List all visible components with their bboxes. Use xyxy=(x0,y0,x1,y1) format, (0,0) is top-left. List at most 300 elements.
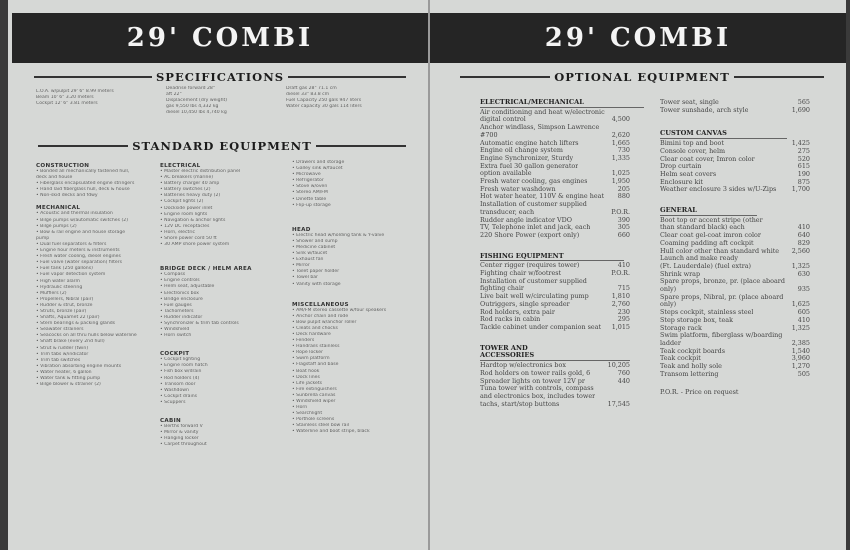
option-price: 605 xyxy=(797,308,810,317)
option-row xyxy=(660,317,810,325)
option-label: Helm seat covers xyxy=(660,170,717,178)
option-row xyxy=(480,124,630,132)
option-label: fighting chair xyxy=(480,285,524,293)
option-row xyxy=(480,370,630,378)
option-row xyxy=(660,186,810,194)
option-label: Spare props, Nibral, pr. (place aboard xyxy=(660,293,784,301)
option-label: Extra fuel 30 gallon generator xyxy=(480,162,579,170)
list-item: • Deck hardware xyxy=(292,331,331,337)
option-row xyxy=(660,140,810,148)
list-item: Deadrise forward 28° xyxy=(166,86,216,91)
list-item: • Windshield wiper xyxy=(292,399,336,404)
option-row xyxy=(480,401,630,409)
list-item: • Porthole screens xyxy=(292,417,335,423)
option-label: Anchor windlass, Simpson Lawrence xyxy=(480,124,600,132)
option-price: 205 xyxy=(617,184,630,193)
option-row xyxy=(480,116,630,124)
left-page xyxy=(8,0,428,550)
list-item: • Swim platform xyxy=(292,356,330,362)
option-price: 660 xyxy=(617,230,630,239)
option-label: option available xyxy=(480,170,532,178)
list-item: deck and house xyxy=(36,175,73,181)
list-item: • Helm seat, adjustable xyxy=(160,284,215,290)
list-item: • AC breakers (marine) xyxy=(160,175,214,181)
general-title: GENERAL xyxy=(660,207,757,216)
option-label: Steps cockpit, stainless steel xyxy=(660,309,754,317)
option-row xyxy=(660,363,810,371)
list-item: • Synchronizer & trim tab controls xyxy=(160,320,239,326)
rule-left xyxy=(460,76,550,78)
option-price: 410 xyxy=(797,315,810,324)
option-label: Storage rack xyxy=(660,324,702,332)
list-item: • Carpet throughout xyxy=(160,442,207,448)
option-row xyxy=(480,155,630,163)
option-price: 760 xyxy=(617,368,630,377)
cockpit-list xyxy=(160,357,285,406)
option-row xyxy=(660,99,810,107)
spacer xyxy=(480,332,630,345)
list-item: • Bow & rail engine and house storage xyxy=(36,229,126,235)
std-col-2 xyxy=(160,160,285,448)
spec-col-2 xyxy=(166,86,276,116)
option-label: Bimini top and boot xyxy=(660,140,724,148)
option-label: Tower sunshade, arch style xyxy=(660,106,749,114)
option-label: Hull color other than standard white xyxy=(660,247,780,255)
option-label: Live bait well w/circulating pump xyxy=(480,293,589,301)
list-item: • Windshield xyxy=(160,327,190,333)
spacer xyxy=(660,114,810,130)
std-col-1 xyxy=(36,160,154,388)
option-label: than standard black) each xyxy=(660,224,745,232)
list-item: • Horn switch xyxy=(160,333,192,339)
option-row xyxy=(480,186,630,194)
list-item: • Hand laid fiberglass hull, deck & house xyxy=(36,187,130,193)
electrical-title: ELECTRICAL xyxy=(160,163,201,169)
option-label: Clear coat cover, Imron color xyxy=(660,155,755,163)
list-item: • Strut & rudder (twin) xyxy=(36,345,89,351)
list-item: • 12V DC receptacles xyxy=(160,223,210,229)
option-price: 935 xyxy=(797,285,810,294)
list-item: • Fuel valve (water separation) filters xyxy=(36,260,122,266)
list-item: • Shower and sump xyxy=(292,238,338,244)
list-item: • Dock lines xyxy=(292,374,320,380)
option-row xyxy=(480,170,630,178)
custom-canvas-title: CUSTOM CANVAS xyxy=(660,130,787,139)
list-item: • Flip-up storage xyxy=(292,202,331,208)
head-title: HEAD xyxy=(292,226,311,233)
tower-accessories-title: TOWER AND ACCESSORIES xyxy=(480,345,630,361)
list-item: • Bilge blower & strainer (2) xyxy=(36,382,101,388)
list-item: • Fresh water cooling, diesel engines xyxy=(36,254,121,260)
option-price: 2,620 xyxy=(611,130,630,139)
list-item: • Mirror xyxy=(292,263,310,269)
rule-right xyxy=(316,145,406,147)
option-row xyxy=(480,201,630,209)
option-label: Outriggers, single spreader xyxy=(480,300,570,308)
option-label: only) xyxy=(660,301,677,309)
list-item: • Bow pulpit w/anchor roller xyxy=(292,319,357,325)
option-row xyxy=(660,371,810,379)
list-item: • Horn xyxy=(292,405,308,411)
option-price: 1,810 xyxy=(611,292,630,301)
rule-right xyxy=(734,76,824,78)
list-item: • Galley sink w/faucet xyxy=(292,166,343,172)
option-label: Tackle cabinet under companion seat xyxy=(480,323,602,331)
option-row xyxy=(660,355,810,363)
option-row xyxy=(480,140,630,148)
option-price: 190 xyxy=(797,169,810,178)
option-row xyxy=(660,217,810,225)
option-price: 390 xyxy=(617,215,630,224)
mechanical-title: MECHANICAL xyxy=(36,205,81,212)
misc-title: MISCELLANEOUS xyxy=(292,301,349,308)
list-item: • Towel bar xyxy=(292,275,318,281)
list-item: • Toilet paper holder xyxy=(292,269,340,275)
list-item: • Engine hour meters & instruments xyxy=(36,248,120,254)
option-row xyxy=(660,294,810,302)
option-row xyxy=(660,171,810,179)
list-item: • Bridge enclosure xyxy=(160,296,203,302)
spec-col-3 xyxy=(286,86,411,110)
option-label: and electronics box, includes tower xyxy=(480,392,596,400)
option-price: 1,690 xyxy=(791,105,810,114)
option-row xyxy=(480,109,630,117)
list-item: • Vanity with storage xyxy=(292,281,341,287)
option-label: Coaming padding aft cockpit xyxy=(660,239,754,247)
option-row xyxy=(660,286,810,294)
optional-col-right xyxy=(660,99,810,396)
option-label: Teak cockpit boards xyxy=(660,347,726,355)
option-price: 505 xyxy=(797,369,810,378)
standard-equipment-title: STANDARD EQUIPMENT xyxy=(132,139,312,153)
construction-list xyxy=(36,169,154,199)
standard-equipment-heading xyxy=(38,139,406,153)
spacer xyxy=(480,240,630,253)
option-row xyxy=(480,293,630,301)
option-row xyxy=(660,224,810,232)
list-item: • Trim tabs w/indicator xyxy=(36,351,89,357)
specifications-heading xyxy=(34,70,406,84)
option-price: 880 xyxy=(617,192,630,201)
list-item: • Navigation & anchor lights xyxy=(160,217,226,223)
option-label: Rudder angle indicator VDO xyxy=(480,216,573,224)
option-row xyxy=(660,332,810,340)
option-price: 829 xyxy=(797,238,810,247)
option-price: 1,700 xyxy=(791,185,810,194)
option-row xyxy=(480,217,630,225)
list-item: pump xyxy=(36,235,50,241)
list-item: • Microwave xyxy=(292,172,321,178)
cabin-title: CABIN xyxy=(160,418,181,424)
option-price: 615 xyxy=(797,162,810,171)
list-item: • Water heater, 6 gallon xyxy=(36,369,92,375)
custom-canvas-rows xyxy=(660,140,810,194)
list-item: • Sink w/faucet xyxy=(292,251,328,257)
list-item: • Searchlight xyxy=(292,411,323,417)
option-label: only) xyxy=(660,286,677,294)
option-label: Automatic engine hatch lifters xyxy=(480,139,579,147)
list-item: • Fenders xyxy=(292,338,315,344)
option-price: 1,335 xyxy=(611,153,630,162)
por-note: P.O.R. - Price on request xyxy=(660,387,739,396)
option-label: Fresh water cooling, gas engines xyxy=(480,178,588,186)
option-row xyxy=(660,163,810,171)
list-item: • Bilge pumps (2) xyxy=(36,223,77,229)
option-row xyxy=(480,178,630,186)
option-price: 1,025 xyxy=(611,169,630,178)
option-row xyxy=(660,156,810,164)
option-label: Center rigger (requires tower) xyxy=(480,262,580,270)
list-item: • Washdown xyxy=(160,387,189,393)
option-price: 305 xyxy=(617,223,630,232)
option-label: Transom lettering xyxy=(660,370,719,378)
list-item: • Fiberglass encapsulated engine stringers xyxy=(36,181,135,187)
option-row xyxy=(480,301,630,309)
option-label: digital control xyxy=(480,116,526,124)
list-item: • Seawater strainers xyxy=(36,327,84,333)
mechanical-list xyxy=(36,211,154,388)
specifications-title: SPECIFICATIONS xyxy=(156,70,285,84)
option-price: 3,960 xyxy=(791,354,810,363)
option-row xyxy=(660,107,810,115)
list-item: • Seacocks on all thru hulls below waterline xyxy=(36,333,137,339)
option-row xyxy=(480,163,630,171)
list-item: diesel 10,450 lbs 4,740 kg xyxy=(166,110,227,116)
option-label: Console cover, helm xyxy=(660,147,726,155)
option-label: Teak and holly sole xyxy=(660,363,722,371)
option-label: Boot top or accent stripe (other xyxy=(660,216,763,224)
list-item: • Engine room hatch xyxy=(160,363,208,369)
list-item: • Fuel tank (250 gallons) xyxy=(36,266,93,272)
option-label: tachs, start/stop buttons xyxy=(480,400,560,408)
option-row xyxy=(480,270,630,278)
list-item: Cockpit 12' 6" 3.81 meters xyxy=(36,101,98,107)
list-item: • Electronics box xyxy=(160,290,199,296)
option-label: Installation of customer supplied xyxy=(480,201,587,209)
spec-col-1 xyxy=(36,89,146,107)
electrical-mechanical-title: ELECTRICAL/MECHANICAL xyxy=(480,99,644,108)
list-item: • Tachometers xyxy=(160,308,194,314)
list-item: aft 22° xyxy=(166,92,182,98)
option-label: transducer, each xyxy=(480,208,535,216)
electrical-mechanical-rows xyxy=(480,109,630,240)
option-price: 630 xyxy=(797,269,810,278)
list-item: • Rudder indicator xyxy=(160,314,203,320)
spacer xyxy=(660,379,810,389)
list-item: diesel 33" 83.8 cm xyxy=(286,92,330,98)
option-price: 1,540 xyxy=(791,346,810,355)
option-row xyxy=(660,263,810,271)
optional-equipment-heading xyxy=(460,70,824,84)
list-item: Fuel Capacity 250 gals 947 liters xyxy=(286,98,362,104)
option-row xyxy=(660,240,810,248)
list-item: • Battery charger 40 amp xyxy=(160,181,220,187)
option-row xyxy=(660,179,810,187)
option-price: 410 xyxy=(617,261,630,270)
list-item: • AM/FM stereo cassette w/four speakers xyxy=(292,307,387,313)
cockpit-title: COCKPIT xyxy=(160,351,190,358)
list-item: • Batteries heavy duty (2) xyxy=(160,193,221,199)
optional-equipment-title: OPTIONAL EQUIPMENT xyxy=(554,70,730,84)
list-item: • Cockpit drains xyxy=(160,393,198,399)
list-item: • Handrails stainless xyxy=(292,344,340,350)
list-item: • Fuel gauges xyxy=(160,302,192,308)
list-item: • Mirror & vanity xyxy=(160,430,199,436)
list-item: • Cleats and chocks xyxy=(292,325,338,331)
option-price: 1,425 xyxy=(791,139,810,148)
option-row xyxy=(660,325,810,333)
list-item: • Struts, bronze (pair) xyxy=(36,308,87,314)
option-row xyxy=(660,255,810,263)
option-price: 1,325 xyxy=(791,323,810,332)
option-label: Hardtop w/electronics box xyxy=(480,362,566,370)
list-item: • Cockpit lights (2) xyxy=(160,199,204,205)
option-label: Enclosure kit xyxy=(660,178,703,186)
list-item: • Stove w/oven xyxy=(292,184,328,190)
list-item: • Dockside power inlet xyxy=(160,205,213,211)
option-price: 295 xyxy=(617,315,630,324)
construction-title: CONSTRUCTION xyxy=(36,163,90,169)
option-price: 275 xyxy=(797,146,810,155)
option-price: 1,325 xyxy=(791,261,810,270)
optional-col-left xyxy=(480,99,630,408)
list-item: • Shaft brake (every 2nd hull) xyxy=(36,339,105,345)
fishing-equipment-rows xyxy=(480,262,630,331)
list-item: • Fire extinguishers xyxy=(292,386,337,392)
option-row xyxy=(480,232,630,240)
option-row xyxy=(480,193,630,201)
option-price: 565 xyxy=(797,98,810,106)
list-item: • Master electric distribution panel xyxy=(160,169,241,174)
list-item: • Rope locker xyxy=(292,350,323,356)
list-item: • Acoustic and thermal insulation xyxy=(36,211,113,217)
option-row xyxy=(480,324,630,332)
option-label: Hot water heater, 110V & engine heat xyxy=(480,193,605,201)
list-item: • Drawers and storage xyxy=(292,160,345,165)
option-price: P.O.R. xyxy=(611,207,630,216)
option-row xyxy=(480,285,630,293)
option-price: 230 xyxy=(617,307,630,316)
general-rows xyxy=(660,217,810,379)
list-item: • Engine controls xyxy=(160,278,200,284)
option-row xyxy=(480,278,630,286)
list-item: • Scuppers xyxy=(160,399,186,405)
list-item: • Refrigerator xyxy=(292,178,324,184)
tower-accessories-rows xyxy=(480,362,630,408)
list-item: • Water tank & fitting pump xyxy=(36,376,101,381)
list-item: • Anchor chain and rode xyxy=(292,313,349,319)
misc-list xyxy=(292,308,422,436)
list-item: • Hanging locker xyxy=(160,436,199,442)
option-label: Tuna tower with controls, compass xyxy=(480,385,594,393)
option-row xyxy=(660,309,810,317)
list-item: • Engine room lights xyxy=(160,211,208,217)
option-row xyxy=(480,224,630,232)
list-item: • Stern bearings & packing glands xyxy=(36,321,116,327)
left-title-banner xyxy=(12,13,428,63)
option-price: 2,560 xyxy=(791,246,810,255)
right-title: 29' COMBI xyxy=(544,23,732,53)
rule-left xyxy=(34,76,152,78)
option-label: Air conditioning and heat w/electronic xyxy=(480,108,605,116)
option-label: Fighting chair w/footrest xyxy=(480,270,562,278)
option-label: Step storage box, teak xyxy=(660,316,733,324)
list-item: Displacement (dry weight) xyxy=(166,98,228,104)
right-title-banner xyxy=(430,13,846,63)
bridge-list xyxy=(160,272,285,339)
option-price: P.O.R. xyxy=(611,269,630,278)
list-item: Water capacity 30 gals 114 liters xyxy=(286,104,362,110)
list-item: • Flagstaff and base xyxy=(292,362,339,368)
option-price: 410 xyxy=(797,223,810,232)
option-label: TV, Telephone inlet and jack, each xyxy=(480,224,591,232)
option-label: Tower seat, single xyxy=(660,99,719,106)
option-label: Swim platform, fiberglass w/boarding xyxy=(660,332,783,340)
list-item: • Medicine cabinet xyxy=(292,244,336,250)
option-label: #700 xyxy=(480,131,498,139)
rule-left xyxy=(38,145,128,147)
list-item: • Shafts, Aquamet 22 (pair) xyxy=(36,315,100,321)
list-item: • Stereo AM/FM xyxy=(292,190,328,196)
list-item: Beam 10' 6" 3.20 meters xyxy=(36,95,94,101)
list-item: • Transom door xyxy=(160,381,196,387)
list-item: • Cockpit lighting xyxy=(160,357,201,363)
left-title: 29' COMBI xyxy=(126,23,314,53)
option-row xyxy=(480,378,630,386)
list-item: • Bonded all mechanically fastened hull, xyxy=(36,169,130,174)
list-item: • Horn, electric xyxy=(160,229,196,235)
option-price: 715 xyxy=(617,284,630,293)
list-item: • 30 AMP shore power system xyxy=(160,242,230,248)
list-item: • Propellers, Nibral (pair) xyxy=(36,296,94,302)
option-label: Installation of customer supplied xyxy=(480,277,587,285)
list-item: • Exhaust fan xyxy=(292,257,324,263)
option-row xyxy=(660,340,810,348)
list-item: • Battery switches (2) xyxy=(160,187,211,193)
electrical-list xyxy=(160,169,285,248)
list-item: • High water alarm xyxy=(36,278,80,284)
option-price: 640 xyxy=(797,231,810,240)
option-label: Shrink wrap xyxy=(660,270,701,278)
list-item: L.O.A. w/pulpit 29' 6" 8.99 meters xyxy=(36,89,114,94)
option-row xyxy=(660,271,810,279)
option-label: Weather enclosure 3 sides w/U-Zips xyxy=(660,186,777,194)
option-row xyxy=(480,209,630,217)
option-label: Launch and make ready xyxy=(660,255,738,263)
list-item: • Stainless steel bow rail xyxy=(292,423,350,429)
option-price: 17,545 xyxy=(607,399,630,408)
head-list xyxy=(292,233,422,288)
option-price: 4,500 xyxy=(611,115,630,124)
option-price: 2,385 xyxy=(791,338,810,347)
list-item: • Waterline and boot stripe, black xyxy=(292,429,370,435)
option-label: 220 Shore Power (export only) xyxy=(480,231,580,239)
option-price: 875 xyxy=(797,177,810,186)
galley-list xyxy=(292,160,422,209)
list-item: • Trim tab switches xyxy=(36,357,81,363)
cabin-list xyxy=(160,424,285,448)
option-price: 2,760 xyxy=(611,299,630,308)
option-row xyxy=(660,248,810,256)
list-item: • Mufflers (2) xyxy=(36,290,67,296)
option-label: (Ft. Lauderdale) (fuel extra) xyxy=(660,262,752,270)
option-label: Engine Synchronizer, Sturdy xyxy=(480,154,574,162)
option-row xyxy=(480,309,630,317)
option-price: 1,015 xyxy=(611,322,630,331)
option-label: Rod holders on tower rails gold, 6 xyxy=(480,369,591,377)
option-label: Rod holders, extra pair xyxy=(480,308,555,316)
option-row xyxy=(660,301,810,309)
